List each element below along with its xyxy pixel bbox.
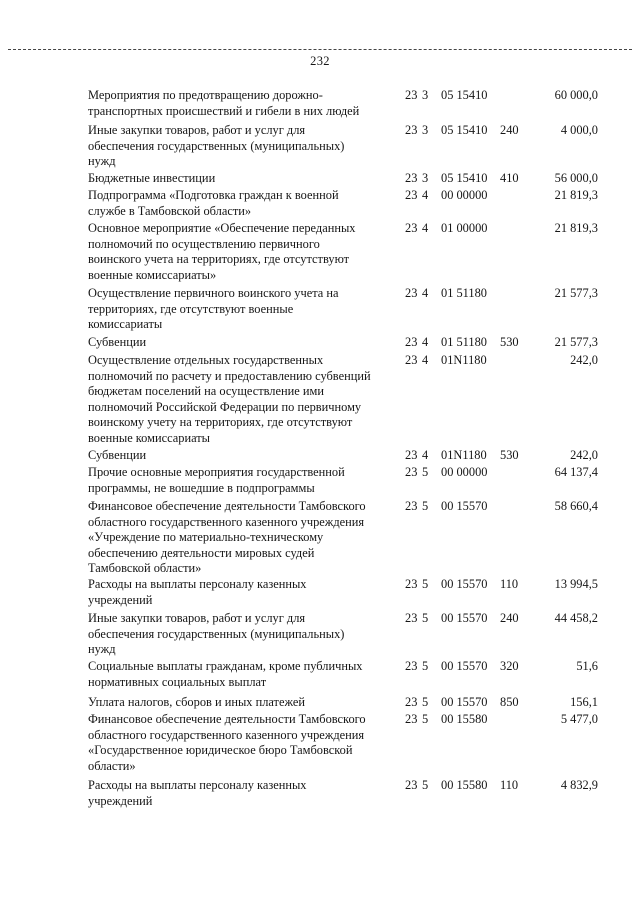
code-subprogram: 3: [422, 171, 429, 185]
code-article: 00 15580: [441, 712, 488, 726]
row-name-line: программы, не вошедшие в подпрограммы: [88, 480, 315, 495]
row-name-line: учреждений: [88, 592, 153, 607]
code-program: 23: [405, 659, 418, 673]
code-article: 00 15570: [441, 695, 488, 709]
code-subprogram: 5: [422, 778, 429, 792]
amount: 51,6: [576, 659, 598, 673]
code-program: 23: [405, 611, 418, 625]
amount: 156,1: [570, 695, 598, 709]
code-article: 01N1180: [441, 353, 487, 367]
row-name-line: комиссариаты: [88, 317, 163, 332]
code-subprogram: 4: [422, 335, 429, 349]
row-name: [88, 778, 388, 809]
row-name-line: Осуществление отдельных государственных: [88, 353, 324, 367]
code-subprogram: 3: [422, 88, 429, 102]
amount: 4 000,0: [560, 123, 598, 137]
amount: 242,0: [570, 448, 598, 462]
row-name-line: полномочий Российской Федерации по первичному: [88, 399, 362, 414]
amount: 56 000,0: [554, 171, 598, 185]
code-article: 01 51180: [441, 286, 488, 300]
code-program: 23: [405, 695, 418, 709]
code-article: 01N1180: [441, 448, 487, 462]
row-name-line: Иные закупки товаров, работ и услуг для: [88, 123, 306, 137]
row-name-line: нормативных социальных выплат: [88, 674, 267, 689]
code-article: 00 15580: [441, 778, 488, 792]
row-name-line: Уплата налогов, сборов и иных платежей: [88, 695, 306, 709]
code-article: 00 15570: [441, 659, 488, 673]
row-name: [88, 353, 388, 447]
code-article: 00 00000: [441, 465, 488, 479]
row-name: [88, 695, 388, 711]
row-name-line: военные комиссариаты»: [88, 267, 217, 282]
code-article: 00 15570: [441, 499, 488, 513]
row-name: [88, 286, 388, 333]
row-name-line: Финансовое обеспечение деятельности Тамбовского: [88, 712, 366, 726]
code-expense-type: 850: [500, 695, 519, 709]
row-name-line: Расходы на выплаты персоналу казенных: [88, 778, 307, 792]
row-name-line: области»: [88, 758, 136, 773]
row-name-line: полномочий по осуществлению первичного: [88, 236, 320, 251]
row-name-line: Субвенции: [88, 448, 147, 462]
row-name-line: полномочий по расчету и предоставлению субвенций: [88, 368, 371, 383]
code-program: 23: [405, 335, 418, 349]
row-name: [88, 171, 388, 187]
row-name-line: Социальные выплаты гражданам, кроме публичных: [88, 659, 363, 673]
row-name-line: Бюджетные инвестиции: [88, 171, 216, 185]
amount: 13 994,5: [554, 577, 598, 591]
code-article: 00 15570: [441, 577, 488, 591]
code-subprogram: 4: [422, 286, 429, 300]
code-program: 23: [405, 353, 418, 367]
code-subprogram: 3: [422, 123, 429, 137]
row-name-line: Тамбовской области»: [88, 561, 202, 576]
row-name-line: учреждений: [88, 793, 153, 808]
code-expense-type: 530: [500, 448, 519, 462]
row-name: [88, 123, 388, 170]
code-program: 23: [405, 448, 418, 462]
code-program: 23: [405, 712, 418, 726]
row-name-line: Подпрограмма «Подготовка граждан к военной: [88, 188, 339, 202]
amount: 21 577,3: [554, 286, 598, 300]
row-name-line: обеспечения государственных (муниципальных): [88, 138, 345, 153]
amount: 21 819,3: [554, 221, 598, 235]
row-name-line: службе в Тамбовской области»: [88, 203, 252, 218]
code-program: 23: [405, 188, 418, 202]
row-name-line: территориях, где отсутствуют военные: [88, 301, 294, 316]
row-name-line: Иные закупки товаров, работ и услуг для: [88, 611, 306, 625]
row-name-line: воинскому учету на территориях, где отсутствуют: [88, 415, 353, 430]
amount: 64 137,4: [554, 465, 598, 479]
amount: 21 819,3: [554, 188, 598, 202]
row-name: [88, 221, 388, 283]
code-expense-type: 110: [500, 577, 519, 591]
amount: 5 477,0: [560, 712, 598, 726]
row-name-line: Мероприятия по предотвращению дорожно-: [88, 88, 323, 102]
amount: 58 660,4: [554, 499, 598, 513]
row-name-line: бюджетам поселений на осуществление ими: [88, 384, 324, 399]
row-name-line: Расходы на выплаты персоналу казенных: [88, 577, 307, 591]
code-article: 00 00000: [441, 188, 488, 202]
code-subprogram: 4: [422, 221, 429, 235]
code-expense-type: 240: [500, 611, 519, 625]
code-subprogram: 4: [422, 188, 429, 202]
row-name-line: «Учреждение по материально-техническому: [88, 530, 324, 545]
code-article: 01 00000: [441, 221, 488, 235]
code-program: 23: [405, 171, 418, 185]
code-article: 05 15410: [441, 171, 488, 185]
row-name-line: «Государственное юридическое бюро Тамбовской: [88, 743, 353, 758]
code-article: 01 51180: [441, 335, 488, 349]
code-program: 23: [405, 778, 418, 792]
code-program: 23: [405, 123, 418, 137]
row-name-line: областного государственного казенного учреждения: [88, 514, 365, 529]
code-program: 23: [405, 499, 418, 513]
code-program: 23: [405, 286, 418, 300]
row-name-line: Финансовое обеспечение деятельности Тамбовского: [88, 499, 366, 513]
row-name: [88, 188, 388, 219]
page-number: 232: [310, 54, 330, 68]
amount: 242,0: [570, 353, 598, 367]
code-subprogram: 4: [422, 353, 429, 367]
row-name: [88, 611, 388, 658]
code-program: 23: [405, 221, 418, 235]
row-name-line: Прочие основные мероприятия государственной: [88, 465, 345, 479]
row-name-line: Субвенции: [88, 335, 147, 349]
code-article: 05 15410: [441, 123, 488, 137]
row-name-line: воинского учета на территориях, где отсутствуют: [88, 252, 350, 267]
row-name-line: нужд: [88, 642, 116, 657]
row-name: [88, 335, 388, 351]
code-subprogram: 5: [422, 712, 429, 726]
amount: 4 832,9: [560, 778, 598, 792]
code-article: 05 15410: [441, 88, 488, 102]
code-program: 23: [405, 465, 418, 479]
row-name-line: Основное мероприятие «Обеспечение переданных: [88, 221, 356, 235]
row-name-line: обеспечению деятельности мировых судей: [88, 545, 315, 560]
row-name-line: транспортных происшествий и гибели в них людей: [88, 103, 360, 118]
row-name: [88, 712, 388, 774]
row-name-line: военные комиссариаты: [88, 430, 211, 445]
row-name: [88, 88, 388, 119]
amount: 60 000,0: [554, 88, 598, 102]
row-name: [88, 499, 388, 577]
row-name-line: обеспечения государственных (муниципальных): [88, 626, 345, 641]
code-subprogram: 4: [422, 448, 429, 462]
code-subprogram: 5: [422, 695, 429, 709]
code-subprogram: 5: [422, 499, 429, 513]
row-name: [88, 448, 388, 464]
page-separator-line: [8, 49, 632, 50]
code-subprogram: 5: [422, 465, 429, 479]
code-expense-type: 240: [500, 123, 519, 137]
code-program: 23: [405, 88, 418, 102]
amount: 21 577,3: [554, 335, 598, 349]
code-article: 00 15570: [441, 611, 488, 625]
row-name-line: областного государственного казенного учреждения: [88, 727, 365, 742]
code-program: 23: [405, 577, 418, 591]
code-expense-type: 530: [500, 335, 519, 349]
code-expense-type: 410: [500, 171, 519, 185]
row-name: [88, 465, 388, 496]
row-name-line: Осуществление первичного воинского учета на: [88, 286, 339, 300]
row-name: [88, 659, 388, 690]
amount: 44 458,2: [554, 611, 598, 625]
code-expense-type: 320: [500, 659, 519, 673]
code-subprogram: 5: [422, 611, 429, 625]
row-name: [88, 577, 388, 608]
row-name-line: нужд: [88, 154, 116, 169]
code-expense-type: 110: [500, 778, 519, 792]
code-subprogram: 5: [422, 659, 429, 673]
code-subprogram: 5: [422, 577, 429, 591]
